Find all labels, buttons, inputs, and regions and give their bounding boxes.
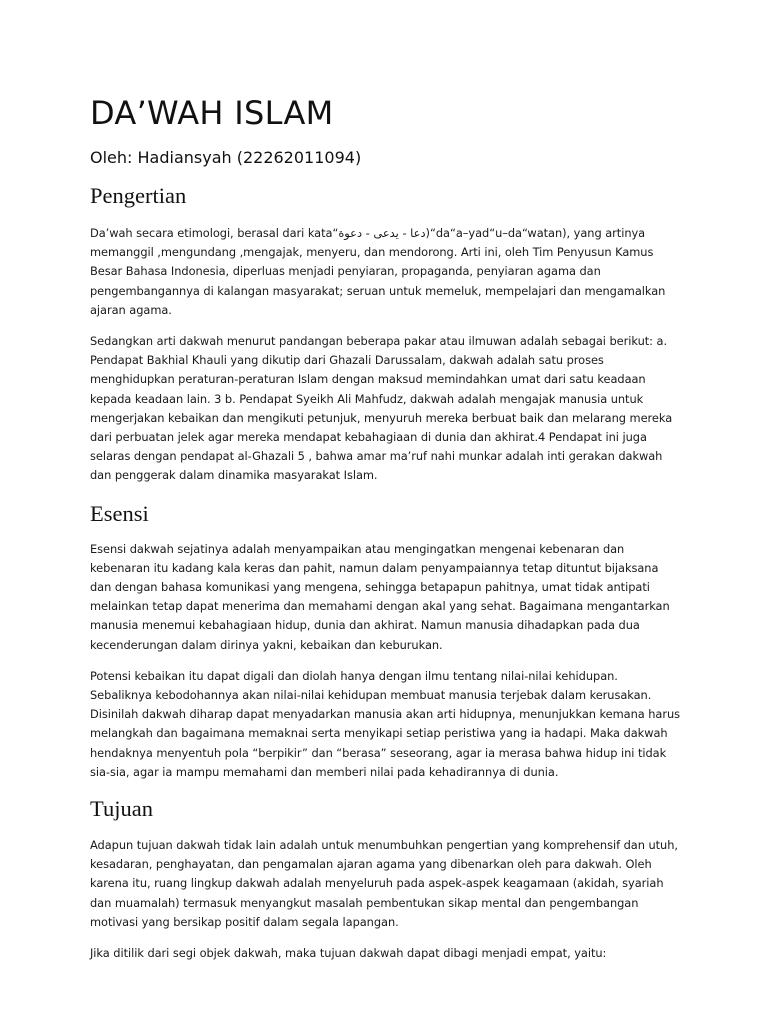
document-title: DA’WAH ISLAM [90, 94, 334, 132]
document-page [90, 93, 682, 963]
paragraph: Adapun tujuan dakwah tidak lain adalah untuk menumbuhkan pengertian yang komprehensif dan utuh, kesadaran, penghayatan, dan pengamalan ajaran agama yang dibenarkan oleh para dakwah. Oleh karena itu, ruang lingkup dakwah adalah menyeluruh pada aspek-aspek keagamaan (akidah, syariah dan muamalah) termasuk menyangkut masalah pembentukan sikap mental dan pengembangan motivasi yang bersikap positif dalam segala lapangan. [90, 838, 678, 929]
document-author: Oleh: Hadiansyah (22262011094) [90, 148, 362, 167]
paragraph: Jika ditilik dari segi objek dakwah, maka tujuan dakwah dapat dibagi menjadi empat, yaitu: [90, 946, 607, 961]
paragraph: Sedangkan arti dakwah menurut pandangan beberapa pakar atau ilmuwan adalah sebagai berikut: a. Pendapat Bakhial Khauli yang dikutip dari Ghazali Darussalam, dakwah adalah satu proses menghidupkan peraturan-peraturan Islam dengan maksud memindahkan umat dari satu keadaan kepada keadaan lain. 3 b. Pendapat Syeikh Ali Mahfudz, dakwah adalah mengajak manusia untuk mengerjakan kebaikan dan mengikuti petunjuk, menyuruh mereka berbuat baik dan melarang mereka dari perbuatan jelek agar mereka mendapat kebahagiaan di dunia dan akhirat.4 Pendapat ini juga selaras dengan pendapat al-Ghazali 5 , bahwa amar ma’ruf nahi munkar adalah inti gerakan dakwah dan penggerak dalam dinamika masyarakat Islam. [90, 334, 673, 483]
section-heading-pengertian: Pengertian [90, 183, 187, 208]
paragraph: Da’wah secara etimologi, berasal dari kata“دعا - يدعى - دعوة)“da“a–yad“u–da“watan), yang artinya memanggil ,mengundang ,mengajak, menyeru, dan mendorong. Arti ini, oleh Tim Penyusun Kamus Besar Bahasa Indonesia, diperluas menjadi penyiaran, propaganda, penyiaran agama dan pengembangannya di kalangan masyarakat; seruan untuk memeluk, mempelajari dan mengamalkan ajaran agama. [90, 226, 666, 317]
section-heading-esensi: Esensi [90, 500, 149, 526]
paragraph: Potensi kebaikan itu dapat digali dan diolah hanya dengan ilmu tentang nilai-nilai kehidupan. Sebaliknya kebodohannya akan nilai-nilai kehidupan membuat manusia terjebak dalam kerusakan. Disinilah dakwah diharap dapat menyadarkan manusia akan arti hidupnya, menunjukkan kemana harus melangkah dan bagaimana memaknai serta menyikapi setiap peristiwa yang ia hadapi. Maka dakwah hendaknya menyentuh pola “berpikir” dan “berasa” seseorang, agar ia merasa bahwa hidup ini tidak sia-sia, agar ia mampu memahami dan memberi nilai pada kehadirannya di dunia. [90, 668, 681, 779]
section-heading-tujuan: Tujuan [90, 796, 153, 822]
paragraph: Esensi dakwah sejatinya adalah menyampaikan atau mengingatkan mengenai kebenaran dan kebenaran itu kadang kala keras dan pahit, namun dalam penyampaiannya tetap dituntut bijaksana dan dengan bahasa komunikasi yang mengena, sehingga betapapun pahitnya, umat tidak antipati melainkan tetap dapat menerima dan memahami dengan akal yang sehat. Bagaimana mengantarkan manusia menemui kebahagiaan hidup, dunia dan akhirat. Namun manusia dihadapkan pada dua kecenderungan dalam dirinya yakni, kebaikan dan keburukan. [90, 541, 670, 652]
